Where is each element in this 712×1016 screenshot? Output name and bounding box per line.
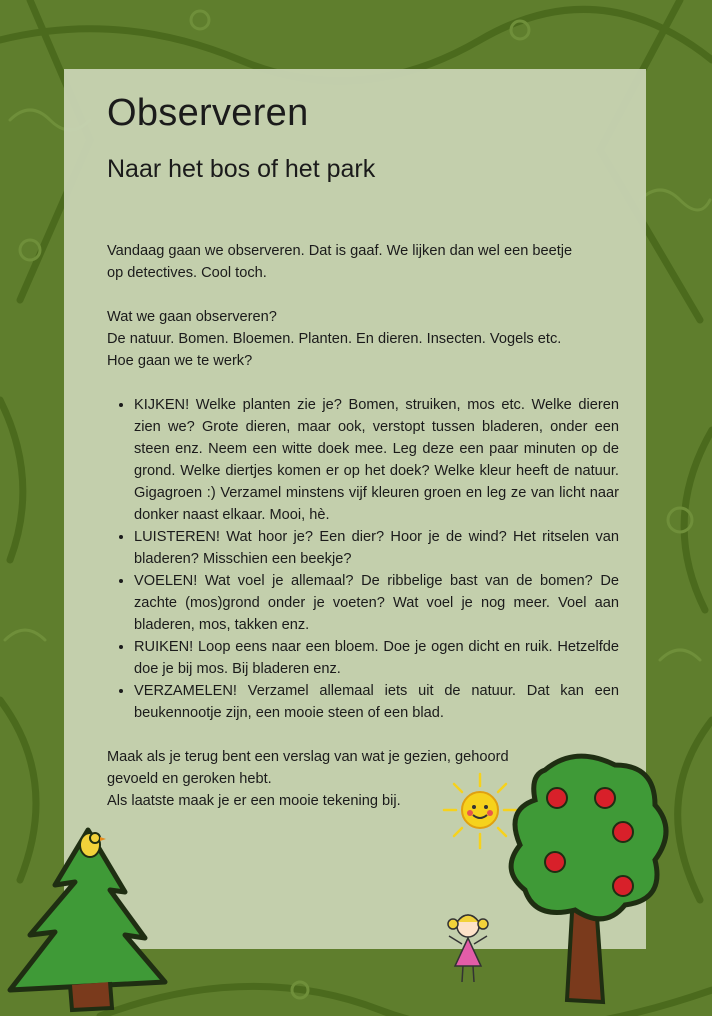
intro-paragraph [107,240,619,284]
step-voelen: • VOELEN! Wat voel je allemaal? De ribbelige bast van de bomen? De zachte (mos)grond onder je voeten? Wat voel je nog meer. Voel aan bladeren, mos, takken enz. [134,570,619,636]
outro-line: Maak als je terug bent een verslag van wat je gezien, gehoord [107,749,509,765]
step-luisteren: • LUISTEREN! Wat hoor je? Een dier? Hoor je de wind? Het ritselen van bladeren? Misschien een beekje? [134,526,619,570]
question-line: Hoe gaan we te werk? [107,353,253,369]
outro-line: Als laatste maak je er een mooie tekening bij. [107,793,401,809]
outro-line: gevoeld en geroken hebt. [107,771,272,787]
questions-paragraph [107,306,619,372]
question-line: Wat we gaan observeren? [107,309,277,325]
outro-paragraph [107,746,619,812]
document-content [107,88,619,812]
intro-line: Vandaag gaan we observeren. Dat is gaaf. We lijken dan wel een beetje [107,243,573,259]
page-title: Observeren [107,92,309,134]
steps-list [107,394,619,724]
step-ruiken: • RUIKEN! Loop eens naar een bloem. Doe je ogen dicht en ruik. Hetzelfde doe je bij mos. Bij bladeren enz. [134,636,619,680]
step-verzamelen: • VERZAMELEN! Verzamel allemaal iets uit de natuur. Dat kan een beukennootje zijn, een mooie steen of een blad. [134,680,619,724]
girl-figure-icon [443,908,493,988]
intro-line: op detectives. Cool toch. [107,265,267,281]
page-subtitle: Naar het bos of het park [107,155,376,183]
pine-tree-illustration [0,810,170,1016]
question-line: De natuur. Bomen. Bloemen. Planten. En dieren. Insecten. Vogels etc. [107,331,562,347]
step-kijken: • KIJKEN! Welke planten zie je? Bomen, struiken, mos etc. Welke dieren zien we? Grote dieren, maar ook, verstopt tussen bladeren, onder een steen enz. Neem een witte doek mee. Leg deze een paar minuten op de grond. Welke diertjes komen er op het doek? Welke kleur heeft de natuur. Gigagroen :) Verzamel minstens vijf kleuren groen en leg ze van licht naar donker naast elkaar. Mooi, hè. [134,394,619,526]
